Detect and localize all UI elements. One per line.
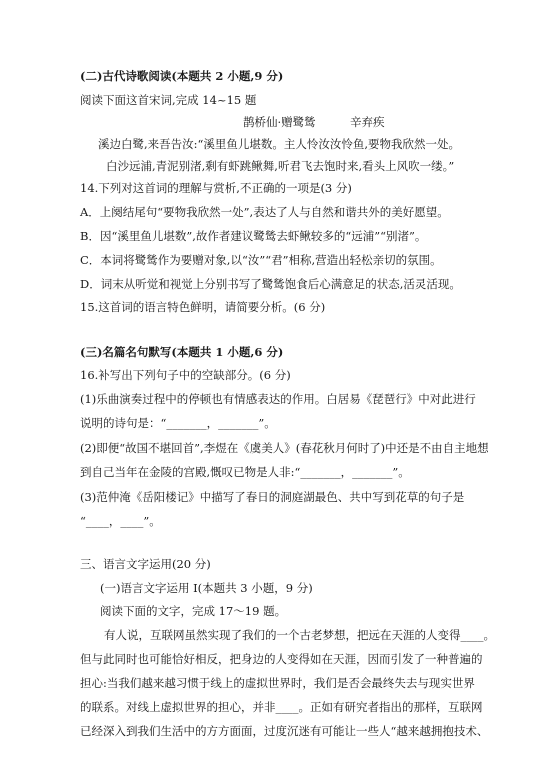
question-16-part-1: (1)乐曲演奏过程中的停顿也有情感表达的作用。白居易《琵琶行》中对此进行 <box>80 392 476 406</box>
poem-title: 鹊桥仙·赠鹭鸶 <box>243 115 316 129</box>
option-c: C．本词将鹭鸶作为要赠对象,以“汝”“君”相称,营造出轻松亲切的氛围。 <box>80 253 442 267</box>
option-a: A．上阕结尾句“要物我欣然一处”,表达了人与自然和谐共外的美好愿望。 <box>80 205 449 219</box>
question-16-part-2: (2)即便“故国不堪回首”,李煜在《虞美人》(春花秋月何时了)中还是不由自主地想 <box>80 441 489 455</box>
poem-line: 溪边白鹭,来吾告汝:“溪里鱼儿堪数。主人怜汝汝怜鱼,要物我欣然一处。 <box>98 137 461 151</box>
section-heading-dictation: (三)名篇名句默写(本题共 1 小题,6 分) <box>80 345 284 359</box>
instruction-text: 阅读下面这首宋词,完成 14~15 题 <box>80 93 257 107</box>
poem-line: 白沙远浦,青泥别渚,剩有虾跳鳅舞,听君飞去饱时来,看头上风吹一缕。” <box>106 159 455 173</box>
option-b: B．因“溪里鱼儿堪数”,故作者建议鹭鸶去虾鳅较多的“远浦”“别渚”。 <box>80 229 427 243</box>
question-16-part-2-blank: 到自己当年在金陵的宫殿,慨叹已物是人非:“_______，_______”。 <box>80 465 410 479</box>
question-16-part-3: (3)范仲淹《岳阳楼记》中描写了春日的洞庭湖最色、共中写到花草的句子是 <box>80 490 465 504</box>
paragraph-line: 已经深入到我们生活中的方方面面，过度沉迷有可能让一些人“越来越拥抱技术、 <box>80 724 489 738</box>
paragraph-line: 有人说，互联网虽然实现了我们的一个古老梦想，把远在天涯的人变得____。 <box>104 628 495 642</box>
question-14: 14.下列对这首词的理解与赏析,不正确的一项是(3 分) <box>80 181 352 195</box>
paragraph-line: 的联系。对线上虚拟世界的担心，并非____。正如有研究者指出的那样，互联网 <box>80 700 483 714</box>
paragraph-line: 担心:当我们越来越习惯于线上的虚拟世界时，我们是否会最终失去与现实世界 <box>80 676 475 690</box>
part-heading-language: 三、语言文字运用(20 分) <box>80 557 211 571</box>
question-16: 16.补写出下列句子中的空缺部分。(6 分) <box>80 368 291 382</box>
question-16-part-1-blank: 说明的诗句是：“_______，_______”。 <box>80 416 276 430</box>
sub-heading: (一)语言文字运用 I(本题共 3 小题，9 分) <box>100 581 313 595</box>
paragraph-line: 但与此同时也可能恰好相反，把身边的人变得如在天涯，因而引发了一种普遍的 <box>80 652 483 666</box>
question-15: 15.这首词的语言特色鲜明，请简要分析。(6 分) <box>80 300 326 314</box>
section-heading-poetry: (二)古代诗歌阅读(本题共 2 小题,9 分) <box>80 69 284 83</box>
poem-author: 辛弃疾 <box>350 115 385 129</box>
instruction-text: 阅读下面的文字，完成 17～19 题。 <box>100 604 287 618</box>
question-16-part-3-blank: “____，____”。 <box>80 514 161 528</box>
option-d: D．词末从听觉和视觉上分别书写了鹭鸶饱食后心满意足的状态,活灵活现。 <box>80 277 461 291</box>
